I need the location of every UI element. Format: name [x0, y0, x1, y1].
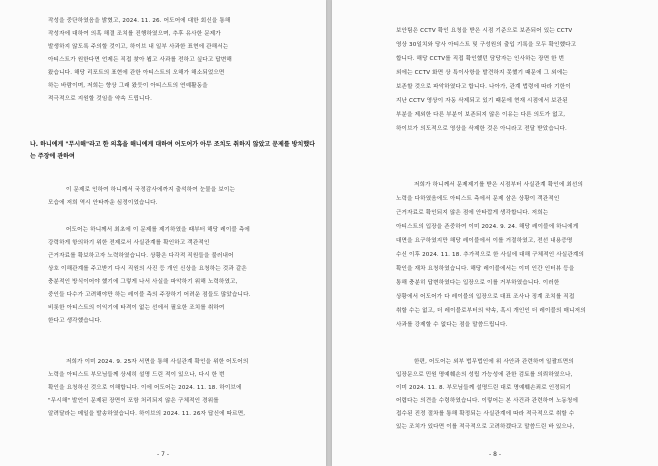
text-line: 어렵다는 의견을 수령하였습니다. 이렇어는 본 사건과 관련하여 노동청에 [396, 398, 579, 404]
text-line: 저희가 하니께서 문제제기를 받은 시점부터 사실관계 확인에 최선의 [414, 182, 583, 188]
text-line: 비롯한 아티스트의 이익기에 타격이 없는 선에서 필요한 조치를 취하여 [48, 305, 225, 311]
section-heading: 나. 하니에게 "무시해"라고 한 의혹을 해니에게 대하여 어도어가 아무 조치도 취하지 않았고 문제를 방치했다는 주장에 관하여 [30, 141, 315, 160]
text-line: 상호 이해관계를 주고받기 다시 직원의 사진 등 개인 신상을 요청하는 것과 같은 [48, 266, 247, 272]
text-line: 합니다. 해당 CCTV를 직접 확인했던 담당자는 인사하는 장면 한 번 [396, 56, 565, 62]
text-line: 접수된 진정 절차를 통해 확정되는 사실관계에 따라 적극적으로 취할 수 [396, 411, 575, 417]
text-line: 확인을 재차 요청하였습니다. 해당 레이블에서는 이미 인간 인터뷰 등을 [396, 266, 575, 272]
text-line: 아티스트가 원한다면 언제든 직접 찾아 뵙고 사과를 전하고 싶다고 답변해 [48, 57, 232, 63]
text-line: 상황에서 어도어가 다 레이블의 입장으로 대표 조사나 징계 조치를 직접 [396, 294, 575, 300]
text-line: 하이브가 의도적으로 영상을 삭제한 것은 아니라고 전달 받았습니다. [396, 126, 567, 132]
text-line: 취할 수는 없고, 더 레이블로부터의 약속, 혹시 개인인 더 레이블의 매니저의 [396, 308, 586, 314]
text-line: 발생하지 않도록 주의할 것이고, 하이브 내 일부 사과한 표현에 관해서는 [48, 44, 229, 50]
text-line: 왔습니다. 해당 리포트의 표현에 관한 아티스트의 오해가 해소되었으면 [48, 70, 225, 76]
text-line: 충분적인 방식이어야 했기에 그렇게 나서 사실을 파악하기 위해 노력하였고, [48, 279, 238, 285]
text-line: 노력을 다하였음에도 아티스트 측에서 문제 삼은 상황이 객관적인 [396, 196, 560, 202]
text-line: 확인을 요청하신 것으로 이해합니다. 이에 어도어는 2024. 11. 18. 하이브에 [48, 385, 242, 391]
text-line: 중인들 다수가 고려해야만 하는 레이블 측의 주장하기 어려운 점들도 많았습니다. [48, 292, 251, 298]
text-line: 근거자료를 확보하고자 노력하였습니다. 상황은 다각적 직원들을 불러내어 [48, 253, 234, 259]
text-line: "무시해" 발언이 문제된 장면이 포함 처리되지 않은 구체적인 경위를 [48, 398, 219, 404]
text-line: 영상 30일치와 당사 아티스트 및 구성원의 출입 기록을 모두 확인했다고 [396, 42, 577, 48]
text-line: 모습에 저희 역시 안타까운 심정이었습니다. [48, 200, 158, 206]
text-line: 입장문으로 민원 명예훼손의 성립 가능성에 관한 검토를 의뢰하였으나, [396, 372, 573, 378]
page-8 [332, 0, 658, 466]
text-line: 아티스트의 입장을 존중하여 이미 2024. 9. 24. 해당 레이블에 하니에게 [396, 224, 579, 230]
text-line: 한편, 어도어는 외부 법무법인에 위 사안과 관련하여 일괄뜨면의 [414, 359, 574, 365]
text-line: 이미 2024. 11. 8. 부모님들께 설명드린 대로 명예훼손죄로 인정되기 [396, 385, 571, 391]
text-line: 있는 조치가 있다면 이를 적극적으로 고려하겠다고 말씀드린 바 있으나, [396, 424, 575, 430]
text-line: 노력을 아티스트 부모님들께 상세히 설명 드린 적이 있으나, 다시 한 번 [48, 372, 225, 378]
text-line: 강력하게 항의하기 위한 전제로서 사실관계를 확인하고 객관적인 [48, 240, 210, 246]
text-line: 작성을 중단하였음을 밝혔고, 2024. 11. 26. 어도어에 대한 회신을 통해 [48, 18, 231, 24]
text-line: 지난 CCTV 영상이 자동 삭제되고 있기 때문에 현재 시점에서 보관된 [396, 98, 568, 104]
text-line: 저희가 이미 2024. 9. 25자 서면을 통해 사실관계 확인을 위한 어도어의 [66, 359, 249, 365]
text-line: 부분을 제외한 다른 부분이 보존되지 않은 이유는 다른 의도가 없고, [396, 112, 566, 118]
text-line: 한다고 생각했습니다. [48, 318, 102, 324]
text-line: 사과를 강제할 수 없다는 점을 말씀드립니다. [396, 322, 508, 328]
text-line: 하는 바람이며, 저희는 향상 그래 왔듯이 아티스트의 연예활동을 [48, 83, 208, 89]
text-line: 외에는 CCTV 화면 상 특이사항을 발견하지 못했기 때문에 그 외에는 [396, 70, 568, 76]
page-number: - 8 - [489, 451, 501, 458]
text-line: 어도어는 하니께서 최초에 이 문제를 제기하였을 때부터 해당 레이블 측에 [66, 227, 250, 233]
text-line: 알려달라는 메일을 발송하였습니다. 하이브의 2024. 11. 26자 답신에 따르면, [48, 411, 246, 417]
text-line: 보안팀은 CCTV 확인 요청을 받은 시점 기준으로 보존되어 있는 CCTV [396, 28, 573, 34]
text-line: 작성자에 대하여 의혹 해결 조치를 진행하였으며, 추후 유사한 문제가 [48, 31, 221, 37]
text-line: 근거자료로 확인되지 않은 점에 안타깝게 생각합니다. 저희는 [396, 210, 549, 216]
text-line: 이 문제로 인하여 하니께서 국정감사에까지 출석하여 눈물을 보이는 [66, 187, 235, 193]
page-7 [0, 0, 326, 466]
page-number: - 7 - [157, 451, 169, 458]
text-line: 수신 이후 2024. 11. 18. 추가적으로 한 사실에 대해 구체적인 사실관계의 [396, 252, 585, 258]
text-line: 대면을 요구하였지만 해당 레이블에서 이를 거절하였고, 전선 내용증명 [396, 238, 573, 244]
text-line: 통해 충분히 답변하였다는 입장으로 이를 거부하였습니다. 이러한 [396, 280, 560, 286]
text-line: 적극적으로 지원할 것임을 약속 드립니다. [48, 96, 153, 102]
text-line: 보존할 것으로 파악하였다고 합니다. 나아가, 관계 법령에 따라 기한이 [396, 84, 571, 90]
